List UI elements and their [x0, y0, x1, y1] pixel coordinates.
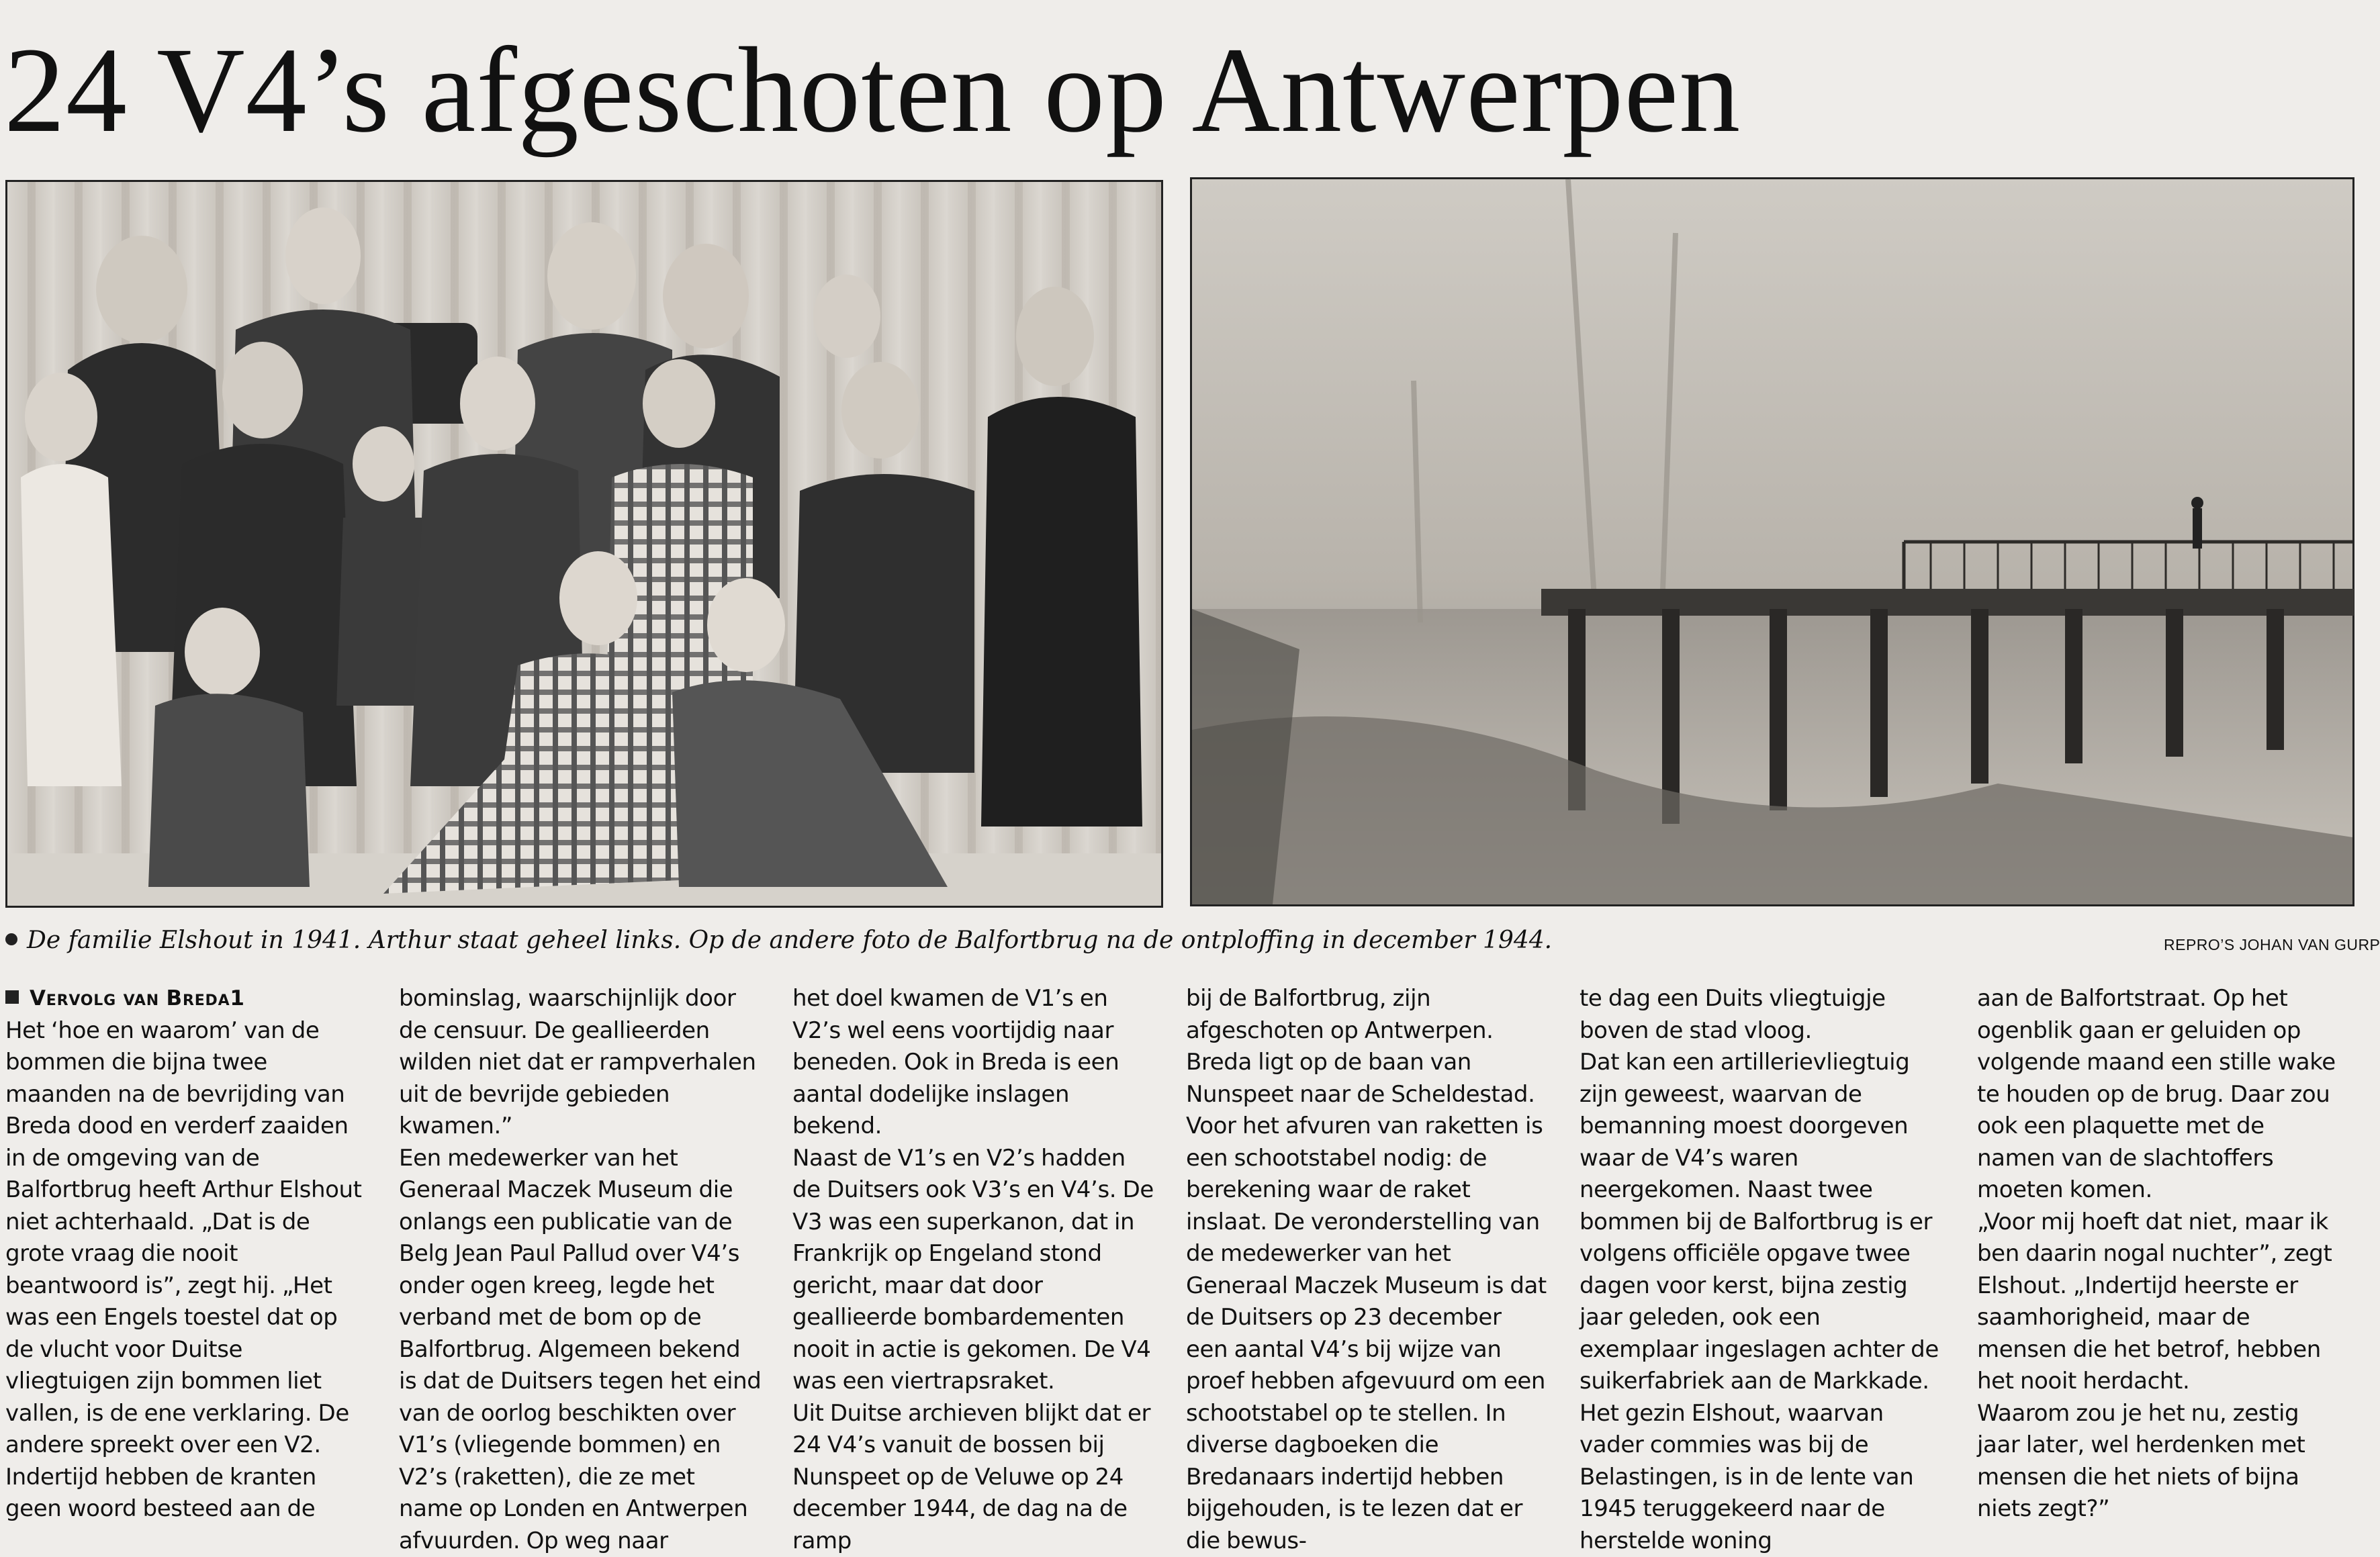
- continuation-label: [5, 983, 368, 1015]
- article-column-1: [5, 983, 368, 1525]
- square-bullet-icon: [5, 990, 19, 1004]
- article-column-4: bij de Balfortbrug, zijn afgeschoten op Antwerpen. Breda ligt op de baan van Nunspeet naar de Scheldestad. Voor het afvuren van raketten is een schootstabel nodig: de berekening waar de raket inslaat. De veronderstelling van de medewerker van het Generaal Maczek Museum is dat de Duitsers op 23 december een aantal V4’s bij wijze van proef hebben afgevuurd om een schootstabel op te stellen. In diverse dagboeken die Bredanaars indertijd hebben bijgehouden, is te lezen dat er die bewus-: [1186, 985, 1547, 1554]
- bullet-icon: [5, 933, 17, 945]
- article-column-3: het doel kwamen de V1’s en V2’s wel eens voortijdig naar beneden. Ook in Breda is een aantal dodelijke inslagen bekend. Naast de V1’s en V2’s hadden de Duitsers ook V3’s en V4’s. De V3 was een superkanon, dat in Frankrijk op Engeland stond gericht, maar dat door geallieerde bombardementen nooit in actie is gekomen. De V4 was een viertrapsraket. Uit Duitse archieven blijkt dat er 24 V4’s vanuit de bossen bij Nunspeet op de Veluwe op 24 december 1944, de dag na de ramp: [792, 985, 1154, 1554]
- article-headline: 24 V4’s afgeschoten op Antwerpen: [4, 23, 1741, 158]
- photo-credit: REPRO’S JOHAN VAN GURP: [2164, 936, 2380, 953]
- bridge-photo: [1192, 179, 2352, 904]
- article-column-6: aan de Balfortstraat. Op het ogenblik gaan er geluiden op volgende maand een stille wake te houden op de brug. Daar zou ook een plaquette met de namen van de slachtoffers moeten komen. „Voor mij hoeft dat niet, maar ik ben daarin nogal nuchter”, zegt Elshout. „Indertijd heerste er saamhorigheid, maar de mensen die het betrof, hebben het nooit herdacht. Waarom zou je het nu, zestig jaar later, wel herdenken met mensen die het niets of bijna niets zegt?”: [1977, 985, 2336, 1522]
- photo-caption: [5, 925, 1552, 956]
- caption-text: De familie Elshout in 1941. Arthur staat geheel links. Op de andere foto de Balfortbrug na de ontploffing in december 1944.: [27, 927, 1553, 954]
- article-column-5: te dag een Duits vliegtuigje boven de stad vloog. Dat kan een artillerievliegtuig zijn geweest, waarvan de bemanning moest doorgeven waar de V4’s waren neergekomen. Naast twee bommen bij de Balfortbrug is er volgens officiële opgave twee dagen voor kerst, bijna zestig jaar geleden, ook een exemplaar ingeslagen achter de suikerfabriek aan de Markkade. Het gezin Elshout, waarvan vader commies was bij de Belastingen, is in de lente van 1945 teruggekeerd naar de herstelde woning: [1580, 985, 1939, 1554]
- family-photo: [5, 180, 1163, 908]
- column-text: Het ‘hoe en waarom’ van de bommen die bijna twee maanden na de bevrijding van Breda dood en verderf zaaiden in de omgeving van de Balfortbrug heeft Arthur Elshout niet achterhaald. „Dat is de grote vraag die nooit beantwoord is”, zegt hij. „Het was een Engels toestel dat op de vlucht voor Duitse vliegtuigen zijn bommen liet vallen, is de ene verklaring. De andere spreekt over een V2. Indertijd hebben de kranten geen woord besteed aan de: [5, 1017, 362, 1522]
- bridge-photo-frame: [1190, 177, 2354, 906]
- family-portrait-photo: [7, 182, 1161, 906]
- continuation-label-text: Vervolg van Breda1: [30, 986, 245, 1010]
- article-column-2: bominslag, waarschijnlijk door de censuur. De geallieerden wilden niet dat er rampverhalen uit de bevrijde gebieden kwamen.” Een medewerker van het Generaal Maczek Museum die onlangs een publicatie van de Belg Jean Paul Pallud over V4’s onder ogen kreeg, legde het verband met de bom op de Balfortbrug. Algemeen bekend is dat de Duitsers tegen het eind van de oorlog beschikten over V1’s (vliegende bommen) en V2’s (raketten), die ze met name op Londen en Antwerpen afvuurden. Op weg naar: [399, 985, 762, 1554]
